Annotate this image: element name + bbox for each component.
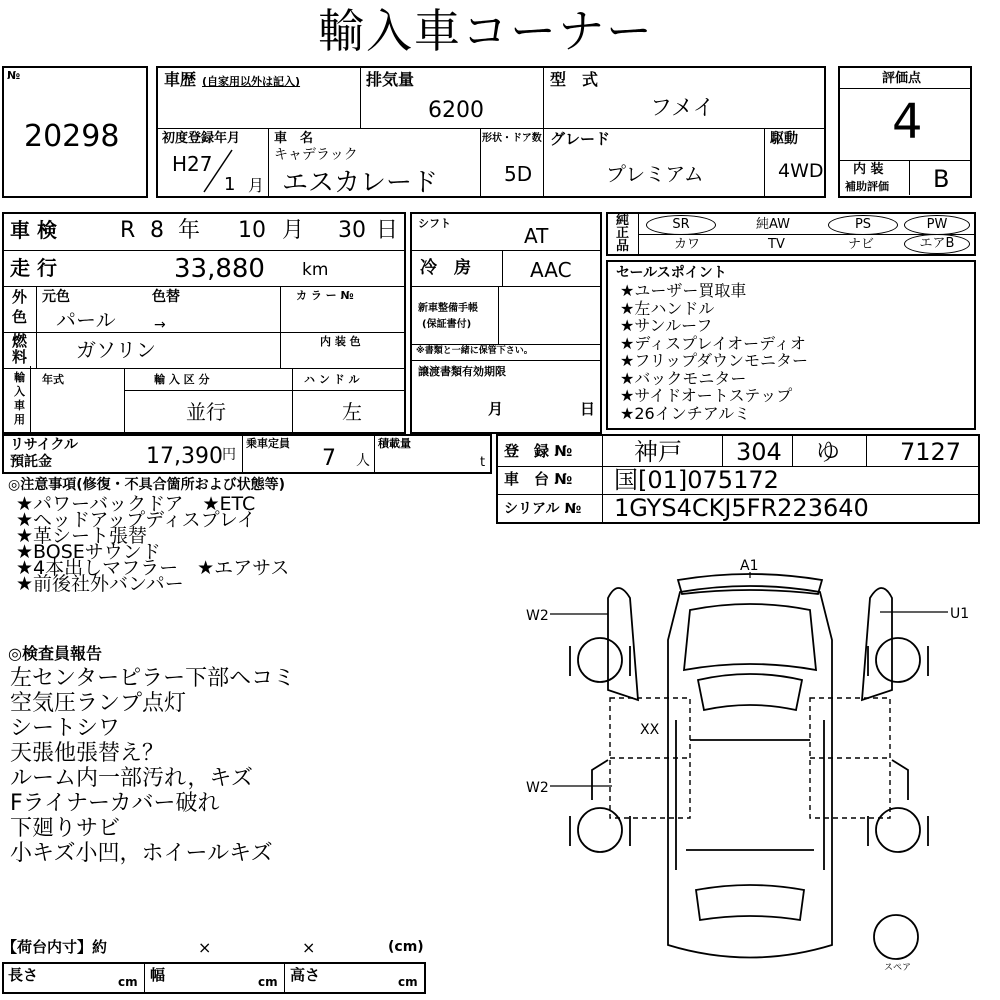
inspector-item: 小キズ小凹，ホイールキズ: [10, 841, 273, 866]
sales-point-item: ★ディスプレイオーディオ: [620, 333, 806, 353]
fuel-label-2: 料: [12, 348, 28, 366]
cargo-unit: (cm): [388, 939, 424, 955]
chassis-value: 国[01]075172: [614, 466, 779, 494]
rating-label: 評価点: [882, 71, 922, 86]
inspection-year: 8: [150, 218, 164, 243]
interior-color-label: 内 装 色: [320, 335, 361, 348]
page-title: 輸入車コーナー: [318, 4, 654, 58]
equipment-label-3: 品: [616, 239, 630, 254]
recycle-label-2: 預託金: [10, 454, 52, 470]
equipment-ps: PS: [828, 215, 898, 235]
sales-point-item: ★フリップダウンモニター: [620, 351, 808, 370]
cargo-width-label: 幅: [150, 966, 166, 984]
equipment-label-2: 正: [616, 226, 630, 241]
first-reg-year: H27: [172, 152, 213, 176]
handle-label: ハ ン ド ル: [304, 373, 360, 386]
diagram-label-u1: U1: [950, 606, 970, 622]
new-car-docs-note: ※書類と一緒に保管下さい。: [416, 346, 533, 356]
cargo-x2: ×: [302, 938, 316, 957]
equipment-airbag: エアB: [904, 234, 970, 254]
import-year-label: 年式: [42, 373, 64, 386]
first-reg-month: 1: [224, 174, 236, 195]
drive-label: 駆動: [770, 131, 798, 147]
sales-points-box: [606, 260, 976, 430]
import-label-1: 輸: [14, 371, 25, 384]
registration-kana: ゆ: [816, 438, 840, 466]
inspector-item: 左センターピラー下部ヘコミ: [10, 666, 296, 691]
serial-value: 1GYS4CKJ5FR223640: [614, 494, 869, 522]
sales-point-item: ★サンルーフ: [620, 316, 713, 335]
fuel-label-1: 燃: [12, 332, 28, 350]
registration-region: 神戸: [634, 438, 682, 466]
details-middle: [410, 212, 602, 434]
inspector-item: ルーム内一部汚れ，キズ: [10, 766, 253, 791]
inspection-era: R: [120, 218, 136, 243]
sales-point-item: ★ユーザー買取車: [620, 281, 747, 300]
chassis-label: 車 台 №: [504, 470, 573, 488]
doors-value: 5D: [504, 162, 533, 186]
cargo-dimensions: [2, 962, 426, 994]
import-label-2: 入: [14, 385, 25, 398]
equipment-box: [606, 212, 976, 256]
inspection-day: 30: [338, 218, 366, 243]
lot-number-label: №: [7, 69, 21, 82]
interior-rating-label-2: 補助評価: [845, 180, 889, 193]
first-reg-label: 初度登録年月: [162, 131, 241, 146]
diagram-label-xx: XX: [640, 722, 660, 738]
doors-label: 形状・ドア数: [482, 133, 542, 144]
inspector-title: ◎検査員報告: [8, 644, 102, 663]
original-color-label: 元色: [42, 289, 70, 305]
sales-point-item: ★バックモニター: [620, 368, 747, 388]
displacement-value: 6200: [428, 98, 484, 123]
note-item: ★ヘッドアップディスプレイ: [16, 509, 256, 531]
import-label-4: 用: [14, 413, 25, 426]
recycle-unit: 円: [222, 447, 236, 463]
mileage-label: 走 行: [10, 256, 57, 280]
model-type-label: 型 式: [550, 70, 599, 89]
note-item: ★パワーバックドア ★ETC: [16, 493, 256, 515]
mileage-unit: km: [302, 260, 329, 280]
recycle-value: 17,390: [146, 444, 223, 469]
car-name-maker: キャデラック: [274, 147, 358, 163]
drive-value: 4WD: [778, 160, 824, 182]
history-label: 車歴: [164, 70, 197, 89]
inspection-year-unit: 年: [178, 218, 201, 243]
diagram-label-w2-front: W2: [526, 608, 549, 624]
new-car-docs-line2: (保証書付): [422, 319, 472, 330]
sales-point-item: ★左ハンドル: [620, 298, 715, 318]
import-label-3: 車: [14, 399, 25, 412]
serial-label: シリアル №: [504, 501, 582, 517]
equipment-label-1: 純: [616, 213, 630, 228]
equipment-sr: SR: [646, 215, 716, 235]
registration-block: [496, 434, 980, 524]
rating-box: [838, 66, 972, 198]
import-category-value: 並行: [186, 400, 226, 424]
equipment-pw: PW: [904, 215, 970, 235]
cargo-length-label: 長さ: [8, 966, 39, 984]
details-left: [2, 212, 406, 434]
cargo-height-unit: cm: [398, 975, 418, 989]
interior-rating-label-1: 内 装: [853, 162, 884, 177]
inspector-item: Fライナーカバー破れ: [10, 791, 220, 816]
handle-value: 左: [342, 400, 362, 424]
history-note: (自家用以外は記入): [202, 75, 301, 88]
inspector-item: 空気圧ランプ点灯: [10, 691, 187, 716]
equipment-navi: ナビ: [848, 237, 875, 252]
cargo-x1: ×: [198, 938, 212, 957]
sales-points-title: セールスポイント: [616, 265, 727, 281]
equipment-tv: TV: [768, 237, 785, 252]
equipment-alloy: 純AW: [756, 217, 791, 232]
capacity-value: 7: [322, 446, 336, 471]
mileage-value: 33,880: [174, 254, 265, 284]
note-item: ★革シート張替: [16, 525, 148, 547]
registration-class: 304: [736, 438, 782, 466]
repaint-label: 色替: [152, 289, 180, 305]
note-item: ★BOSEサウンド: [16, 541, 161, 563]
transfer-label: 譲渡書類有効期限: [418, 365, 506, 378]
inspection-month-unit: 月: [282, 218, 305, 243]
grade-value: プレミアム: [606, 162, 704, 186]
registration-label: 登 録 №: [504, 442, 573, 460]
transfer-day-unit: 日: [580, 400, 596, 418]
inspector-item: シートシワ: [10, 716, 121, 741]
interior-rating-value: B: [933, 165, 950, 193]
sales-point-item: ★サイドオートステップ: [620, 386, 793, 405]
aircon-value: AAC: [530, 258, 572, 282]
vehicle-info-block: [156, 66, 826, 198]
exterior-label-2: 色: [12, 308, 28, 326]
car-name-value: エスカレード: [282, 168, 439, 198]
import-category-label: 輸 入 区 分: [154, 373, 210, 386]
registration-number: 7127: [900, 438, 962, 466]
displacement-label: 排気量: [366, 70, 415, 89]
capacity-unit: 人: [356, 453, 370, 469]
cargo-width-unit: cm: [258, 975, 278, 989]
recycle-row: [2, 434, 492, 474]
lot-number-box: [2, 66, 148, 198]
load-label: 積載量: [378, 437, 411, 450]
note-item: ★前後社外バンパー: [16, 573, 184, 595]
car-name-label: 車 名: [274, 131, 314, 146]
diagram-label-a1: A1: [740, 558, 759, 574]
cargo-length-unit: cm: [118, 975, 138, 989]
inspection-month: 10: [238, 218, 266, 243]
diagram-label-w2-rear: W2: [526, 780, 549, 796]
aircon-label: 冷 房: [420, 258, 471, 278]
inspector-item: 下廻りサビ: [10, 816, 121, 841]
cargo-height-label: 高さ: [290, 966, 321, 984]
rating-value: 4: [892, 94, 923, 150]
car-damage-diagram: [500, 550, 990, 980]
transfer-month-unit: 月: [488, 400, 504, 418]
first-reg-month-unit: 月: [248, 176, 265, 195]
shift-value: AT: [524, 224, 549, 248]
repaint-arrow: →: [154, 317, 166, 333]
note-item: ★4本出しマフラー ★エアサス: [16, 557, 290, 579]
shift-label: シフト: [418, 217, 451, 230]
new-car-docs-line1: 新車整備手帳: [418, 303, 478, 314]
load-unit: t: [480, 455, 486, 470]
capacity-label: 乗車定員: [246, 437, 290, 450]
grade-label: グレード: [550, 130, 611, 148]
spare-label: スペア: [884, 963, 912, 973]
model-type-value: フメイ: [650, 96, 715, 121]
inspection-label: 車 検: [10, 218, 57, 242]
fuel-value: ガソリン: [76, 338, 156, 362]
cargo-title: 【荷台内寸】約: [2, 938, 108, 956]
recycle-label-1: リサイクル: [10, 437, 79, 453]
inspector-item: 天張他張替え？: [10, 741, 165, 766]
equipment-leather: カワ: [674, 237, 701, 252]
notes-title: ◎注意事項(修復・不具合箇所および状態等): [8, 477, 286, 493]
inspection-day-unit: 日: [376, 218, 399, 243]
exterior-label-1: 外: [12, 288, 28, 306]
lot-number: 20298: [24, 119, 120, 154]
sales-point-item: ★26インチアルミ: [620, 403, 751, 423]
exterior-color-value: パール: [56, 308, 116, 332]
color-no-label: カ ラ ー №: [296, 289, 354, 302]
